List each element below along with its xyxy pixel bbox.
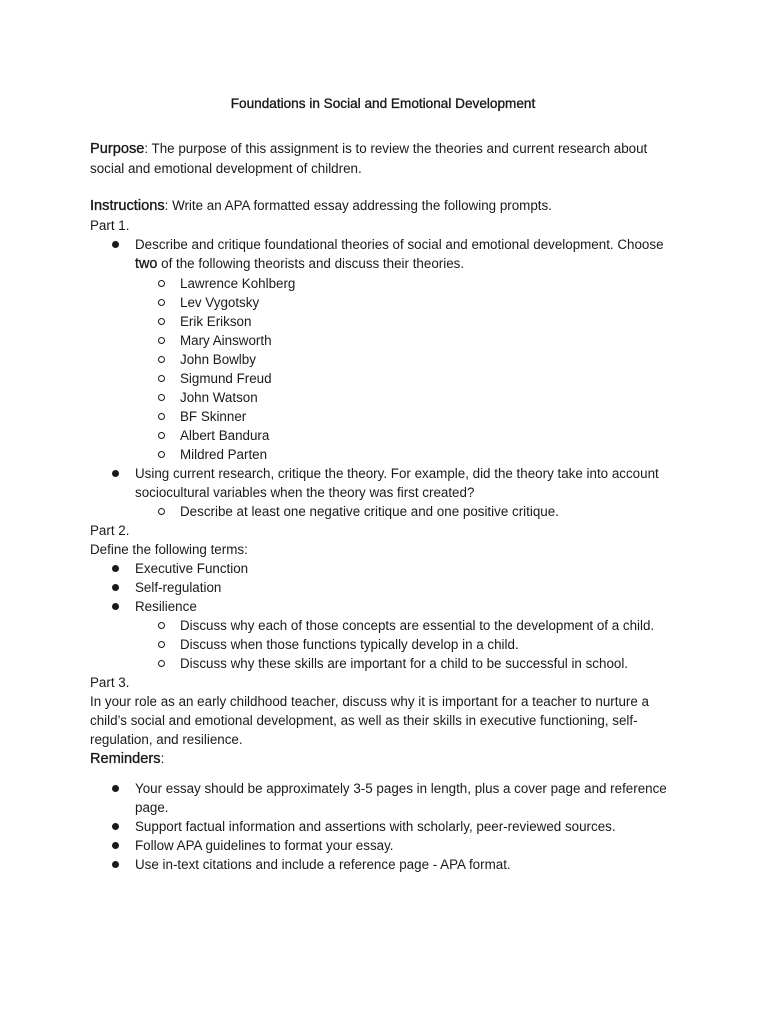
theorist-name: John Bowlby [180,352,256,367]
instructions-paragraph [90,196,680,216]
part1-list [90,235,680,521]
part1-item-critique [90,464,680,521]
bullet-icon [112,241,119,248]
list-item-theorist [135,312,680,331]
bullet-icon [112,584,119,591]
purpose-paragraph [90,139,680,178]
part1-item1-text-b: of the following theorists and discuss their theories. [157,256,465,271]
hollow-bullet-icon [158,622,165,629]
hollow-bullet-icon [158,641,165,648]
term-text: Self-regulation [135,580,222,595]
reminder-text: Support factual information and assertions with scholarly, peer-reviewed sources. [135,819,616,834]
part3-heading: Part 3. [90,675,130,690]
bullet-icon [112,861,119,868]
hollow-bullet-icon [158,375,165,382]
part1-item2-text: Using current research, critique the theory. For example, did the theory take into account sociocultural variables when the theory was first created? [135,466,659,500]
list-item [135,502,680,521]
hollow-bullet-icon [158,280,165,287]
hollow-bullet-icon [158,356,165,363]
bullet-icon [112,565,119,572]
list-item-reminder [90,836,680,855]
theorist-name: Mary Ainsworth [180,333,272,348]
document-title: Foundations in Social and Emotional Development [230,96,536,111]
reminder-text: Your essay should be approximately 3-5 pages in length, plus a cover page and reference page. [135,781,667,815]
hollow-bullet-icon [158,451,165,458]
list-item-theorist [135,274,680,293]
term-text: Executive Function [135,561,249,576]
list-item-theorist [135,407,680,426]
list-item-theorist [135,331,680,350]
list-item-term [90,559,680,578]
list-item-reminder [90,779,680,817]
reminders-heading [90,749,680,769]
theorist-name: Albert Bandura [180,428,270,443]
document-page [90,94,680,874]
hollow-bullet-icon [158,413,165,420]
critique-text: Describe at least one negative critique and one positive critique. [180,504,559,519]
hollow-bullet-icon [158,394,165,401]
terms-list [90,559,680,673]
discussion-text: Discuss when those functions typically develop in a child. [180,637,519,652]
bullet-icon [112,823,119,830]
part1-heading: Part 1. [90,218,130,233]
list-item-theorist [135,350,680,369]
bullet-icon [112,842,119,849]
critique-sublist [135,502,680,521]
part1-item1-emphasis: two [135,256,158,272]
reminder-text: Follow APA guidelines to format your essay. [135,838,394,853]
theorist-name: Lev Vygotsky [180,295,260,310]
list-item-term [90,597,680,673]
purpose-text: : The purpose of this assignment is to review the theories and current research about social and emotional development of children. [90,141,648,176]
bullet-icon [112,785,119,792]
list-item-theorist [135,369,680,388]
theorist-name: Erik Erikson [180,314,252,329]
reminders-list [90,779,680,874]
list-item-theorist [135,426,680,445]
reminders-label: Reminders [90,751,161,767]
part2-heading: Part 2. [90,523,130,538]
part2-intro: Define the following terms: [90,542,248,557]
reminder-text: Use in-text citations and include a reference page - APA format. [135,857,511,872]
theorist-name: Lawrence Kohlberg [180,276,296,291]
discussion-text: Discuss why these skills are important for a child to be successful in school. [180,656,629,671]
list-item-reminder [90,817,680,836]
bullet-icon [112,603,119,610]
list-item-theorist [135,388,680,407]
list-item [135,654,680,673]
theorist-name: BF Skinner [180,409,247,424]
instructions-text: : Write an APA formatted essay addressing the following prompts. [164,198,552,213]
list-item [135,616,680,635]
list-item-theorist [135,293,680,312]
hollow-bullet-icon [158,660,165,667]
hollow-bullet-icon [158,508,165,515]
purpose-label: Purpose [90,141,145,157]
reminders-colon: : [160,751,165,766]
terms-sublist [135,616,680,673]
list-item-term [90,578,680,597]
hollow-bullet-icon [158,299,165,306]
theorist-name: John Watson [180,390,258,405]
hollow-bullet-icon [158,337,165,344]
part3-paragraph: In your role as an early childhood teacher, discuss why it is important for a teacher to nurture a child’s social and emotional development, as well as their skills in executive functioning, self-regulation, and resilience. [90,694,649,747]
theorist-list [135,274,680,464]
discussion-text: Discuss why each of those concepts are essential to the development of a child. [180,618,655,633]
bullet-icon [112,470,119,477]
list-item [135,635,680,654]
theorist-name: Sigmund Freud [180,371,272,386]
term-text: Resilience [135,599,197,614]
hollow-bullet-icon [158,432,165,439]
hollow-bullet-icon [158,318,165,325]
theorist-name: Mildred Parten [180,447,268,462]
list-item-theorist [135,445,680,464]
part1-item-theories [90,235,680,464]
list-item-reminder [90,855,680,874]
part1-item1-text-a: Describe and critique foundational theories of social and emotional development. Choose [135,237,664,252]
instructions-label: Instructions [90,198,165,214]
